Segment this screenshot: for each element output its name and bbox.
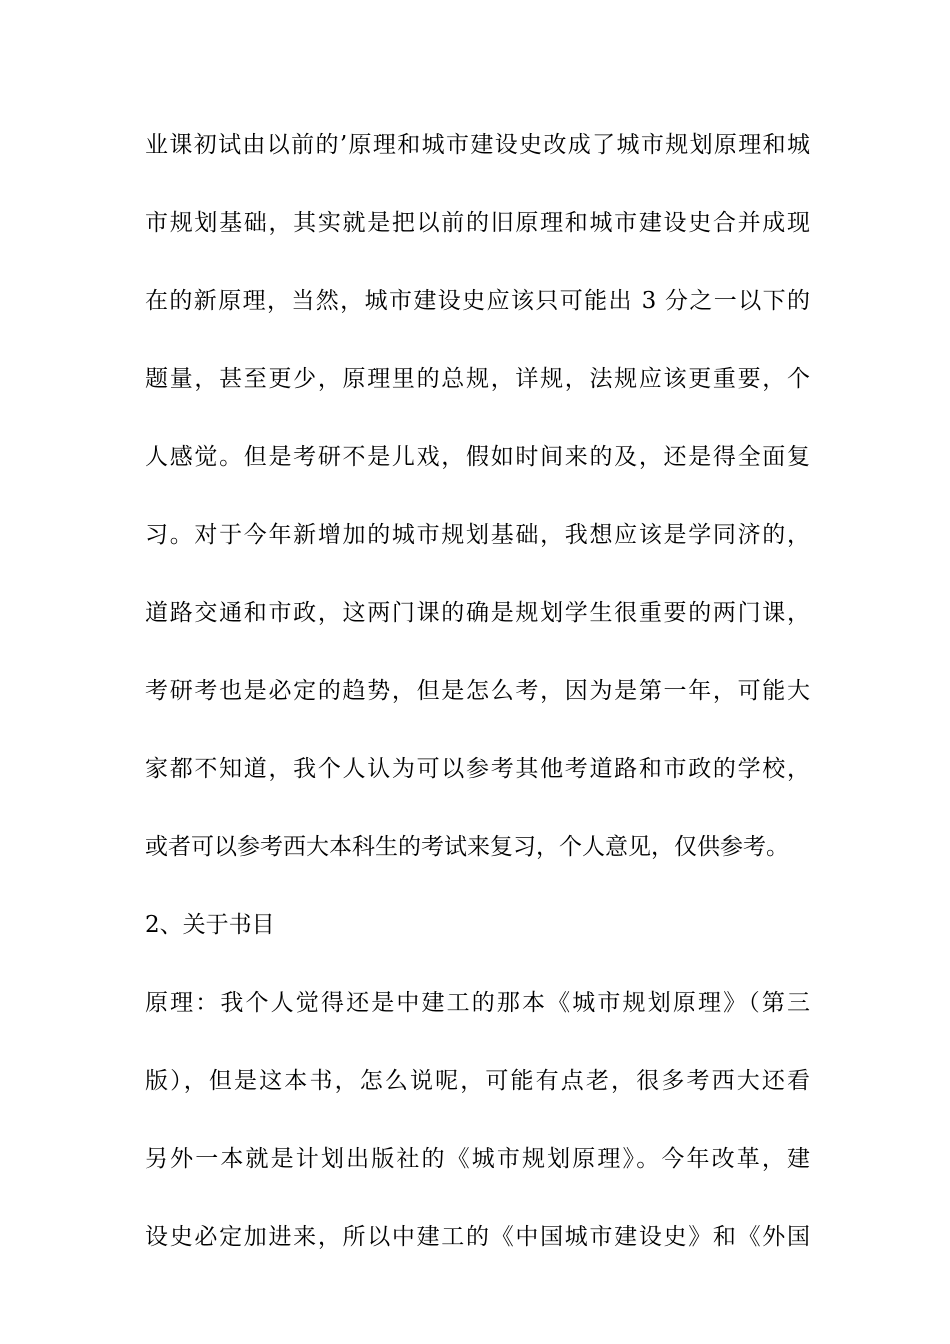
text-line: 题量，甚至更少，原理里的总规，详规，法规应该更重要，个	[145, 366, 810, 392]
text-line: 另外一本就是计划出版社的《城市规划原理》。今年改革，建	[145, 1146, 810, 1172]
text-line: 习。对于今年新增加的城市规划基础，我想应该是学同济的，	[145, 522, 810, 548]
section-heading: 2、关于书目	[145, 912, 275, 938]
text-line: 道路交通和市政，这两门课的确是规划学生很重要的两门课，	[145, 600, 810, 626]
text-line: 市规划基础，其实就是把以前的旧原理和城市建设史合并成现	[145, 210, 810, 236]
text-line: 考研考也是必定的趋势，但是怎么考，因为是第一年，可能大	[145, 678, 810, 704]
body-text	[145, 132, 810, 1302]
text-line: 在的新原理，当然，城市建设史应该只可能出 3 分之一以下的	[145, 288, 810, 314]
text-line: 业课初试由以前的’原理和城市建设史改成了城市规划原理和城	[145, 132, 810, 158]
text-line: 或者可以参考西大本科生的考试来复习，个人意见，仅供参考。	[145, 834, 789, 860]
text-line: 人感觉。但是考研不是儿戏，假如时间来的及，还是得全面复	[145, 444, 810, 470]
text-line: 版），但是这本书，怎么说呢，可能有点老，很多考西大还看	[145, 1068, 810, 1094]
text-line: 原理：我个人觉得还是中建工的那本《城市规划原理》（第三	[145, 990, 810, 1016]
text-line: 设史必定加进来，所以中建工的《中国城市建设史》和《外国	[145, 1224, 810, 1250]
text-line: 家都不知道，我个人认为可以参考其他考道路和市政的学校，	[145, 756, 810, 782]
